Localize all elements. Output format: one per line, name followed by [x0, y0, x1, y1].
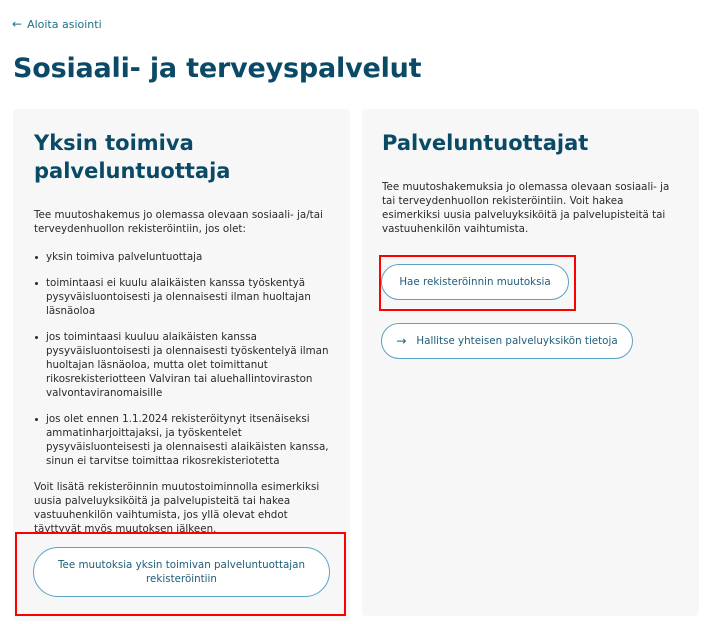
- panel-sole-provider: [13, 109, 350, 621]
- panel-sole-provider-heading: [34, 129, 330, 185]
- page-title: Sosiaali- ja terveyspalvelut: [13, 53, 422, 84]
- arrow-left-icon: ←: [12, 17, 23, 31]
- panel-sole-provider-outro: Voit lisätä rekisteröinnin muutostoiminnolla esimerkiksi uusia palveluyksiköitä ja palvelupisteitä tai hakea vastuuhenkilön vaihtumista, jos yllä olevat ehdot täyttyvät myös muutoksen jälkeen.: [34, 481, 320, 535]
- sole-provider-changes-button[interactable]: Tee muutoksia yksin toimivan palveluntuottajan rekisteröintiin: [33, 547, 330, 597]
- panel-service-providers-intro: Tee muutoshakemuksia jo olemassa olevaan sosiaali- ja tai terveydenhuollon rekisteröintiin. Voit hakea esimerkiksi uusia palveluyksiköitä ja palvelupisteitä tai vastuuhenkilön vaihtumista.: [382, 181, 670, 235]
- list-item: jos olet ennen 1.1.2024 rekisteröitynyt itsenäiseksi ammatinharjoittajaksi, ja työskentelet pysyväisluonteisesti ja olennaisesti alaikäisten kanssa, sinun ei tarvitse toimittaa rikosrekisteriotetta: [34, 412, 330, 468]
- back-link-aloita-asiointi[interactable]: [12, 17, 102, 31]
- list-item: toimintaasi ei kuulu alaikäisten kanssa työskentyä pysyväisluontoisesti ja olennaisesti ilman huoltajan läsnäoloa: [34, 276, 330, 318]
- conditions-list: [34, 250, 330, 468]
- manage-shared-service-unit-label: Hallitse yhteisen palveluyksikön tietoja: [416, 335, 618, 347]
- panel-service-providers-heading: Palveluntuottajat: [382, 131, 589, 155]
- list-item: jos toimintaasi kuuluu alaikäisten kanssa pysyväisluontoisesti ja olennaisesti työskentelyä ilman huoltajan läsnäoloa, mutta olet toimittanut rikosrekisteriotteen Valviran tai aluehallintoviraston valvontaviranomaisille: [34, 330, 330, 400]
- back-link-label: Aloita asiointi: [27, 17, 102, 31]
- panel-sole-provider-intro: Tee muutoshakemus jo olemassa olevaan sosiaali- ja/tai terveydenhuollon rekisteröintiin, jos olet:: [34, 209, 323, 235]
- heading-line-1: Yksin toimiva: [34, 131, 194, 155]
- manage-shared-service-unit-button[interactable]: [381, 323, 633, 359]
- panel-service-providers: [362, 109, 699, 616]
- list-item: yksin toimiva palveluntuottaja: [34, 250, 330, 264]
- apply-registration-changes-button[interactable]: Hae rekisteröinnin muutoksia: [381, 264, 569, 300]
- arrow-right-icon: →: [396, 334, 407, 348]
- heading-line-2: palveluntuottaja: [34, 159, 231, 183]
